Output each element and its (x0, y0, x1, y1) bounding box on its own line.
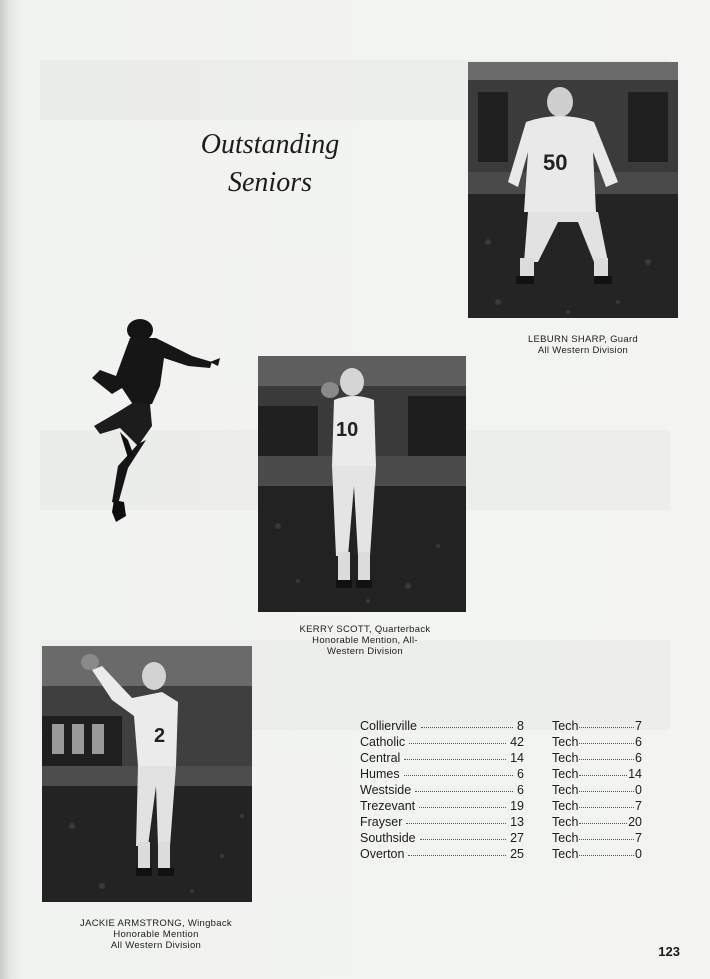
score-row (360, 798, 650, 814)
team-score: 7 (635, 799, 642, 813)
opponent-name: Frayser (360, 815, 403, 829)
dot-leader (579, 823, 627, 824)
team-score: 7 (635, 719, 642, 733)
jersey-number: 50 (543, 150, 568, 175)
score-row (360, 782, 650, 798)
score-row (360, 734, 650, 750)
caption-line: JACKIE ARMSTRONG, Wingback (80, 918, 232, 929)
dot-leader (406, 823, 506, 824)
player-photo-armstrong (42, 646, 252, 902)
opponent-name: Westside (360, 783, 412, 797)
caption-line: All Western Division (537, 345, 629, 356)
dot-leader (404, 759, 506, 760)
team-name: Tech (552, 719, 579, 733)
photo-scene (468, 62, 678, 318)
score-row (360, 830, 650, 846)
dot-leader (579, 791, 634, 792)
opponent-score: 6 (517, 767, 524, 781)
team-name: Tech (552, 799, 579, 813)
team-name: Tech (552, 735, 579, 749)
opponent-score: 8 (517, 719, 524, 733)
player-photo-sharp (468, 62, 678, 318)
caption-line: Honorable Mention, All- (312, 635, 418, 646)
team-score: 0 (635, 847, 642, 861)
score-row (360, 846, 650, 862)
score-row (360, 766, 650, 782)
jersey-number: 10 (336, 419, 359, 441)
opponent-name: Collierville (360, 719, 417, 733)
team-score: 6 (635, 735, 642, 749)
score-row (360, 750, 650, 766)
player-caption-armstrong (56, 918, 256, 951)
opponent-name: Humes (360, 767, 400, 781)
team-score: 6 (635, 751, 642, 765)
opponent-score: 13 (510, 815, 524, 829)
opponent-score: 25 (510, 847, 524, 861)
dot-leader (421, 727, 513, 728)
score-row (360, 718, 650, 734)
dot-leader (579, 855, 634, 856)
dot-leader (579, 743, 634, 744)
opponent-score: 14 (510, 751, 524, 765)
dot-leader (419, 807, 506, 808)
dot-leader (408, 855, 506, 856)
opponent-name: Trezevant (360, 799, 416, 813)
opponent-name: Southside (360, 831, 416, 845)
opponent-name: Central (360, 751, 401, 765)
opponent-score: 6 (517, 783, 524, 797)
team-name: Tech (552, 847, 579, 861)
dot-leader (404, 775, 513, 776)
opponent-name: Catholic (360, 735, 406, 749)
photo-scene (42, 646, 252, 902)
team-name: Tech (552, 767, 579, 781)
team-score: 0 (635, 783, 642, 797)
heading-line-1: Outstanding (200, 129, 340, 160)
page-number: 123 (658, 944, 680, 959)
caption-line: Honorable Mention (113, 929, 199, 940)
page-heading (180, 126, 360, 202)
opponent-name: Overton (360, 847, 405, 861)
heading-line-2: Seniors (228, 167, 312, 198)
player-caption-sharp (498, 334, 668, 356)
dot-leader (415, 791, 513, 792)
team-score: 20 (628, 815, 642, 829)
caption-line: KERRY SCOTT, Quarterback (299, 624, 431, 635)
team-name: Tech (552, 815, 579, 829)
caption-line: Western Division (327, 646, 403, 657)
jersey-number: 2 (154, 725, 166, 747)
dot-leader (579, 759, 634, 760)
team-score: 7 (635, 831, 642, 845)
dot-leader (579, 727, 634, 728)
dot-leader (579, 807, 634, 808)
caption-line: LEBURN SHARP, Guard (527, 334, 639, 345)
caption-line: All Western Division (110, 940, 202, 951)
dot-leader (409, 743, 506, 744)
opponent-score: 27 (510, 831, 524, 845)
team-name: Tech (552, 831, 579, 845)
player-caption-scott (292, 624, 438, 657)
season-scores (360, 718, 650, 862)
opponent-score: 42 (510, 735, 524, 749)
opponent-score: 19 (510, 799, 524, 813)
dot-leader (420, 839, 506, 840)
team-score: 14 (628, 767, 642, 781)
score-row (360, 814, 650, 830)
dot-leader (579, 839, 634, 840)
dot-leader (579, 775, 627, 776)
player-photo-scott (258, 356, 466, 612)
photo-scene (258, 356, 466, 612)
team-name: Tech (552, 783, 579, 797)
kicker-silhouette (72, 316, 222, 528)
team-name: Tech (552, 751, 579, 765)
